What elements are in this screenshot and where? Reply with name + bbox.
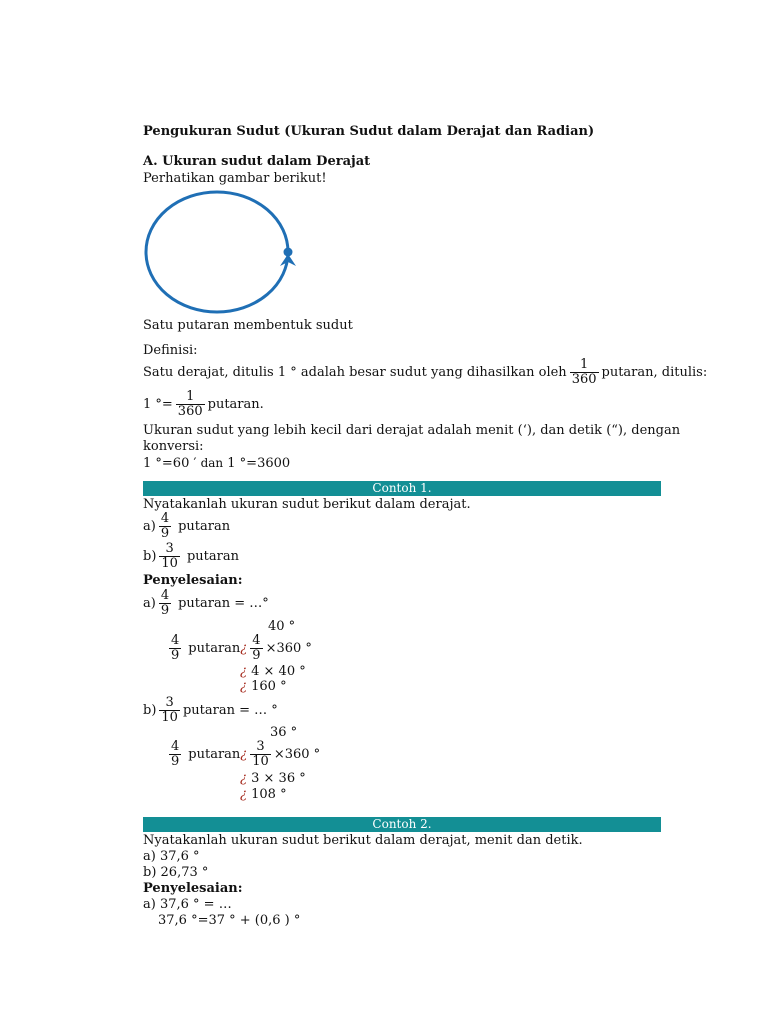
solution-a-step2: [240, 664, 306, 679]
equals-symbol: ¿: [240, 746, 248, 762]
fraction-numerator: 3: [256, 739, 265, 754]
page-title: Pengukuran Sudut (Ukuran Sudut dalam Derajat dan Radian): [143, 124, 595, 139]
item-text: putaran = …°: [178, 595, 269, 611]
formula-prefix: 1 °=: [143, 396, 173, 412]
fraction-numerator: 4: [171, 633, 180, 648]
definition-label: Definisi:: [143, 343, 198, 358]
item-fraction: [159, 589, 171, 617]
fraction-denominator: 360: [177, 403, 203, 419]
contoh-2-solution-a-step: 37,6 °=37 ° + (0,6 ) °: [158, 913, 301, 928]
contoh-2-item-b: b) 26,73 °: [143, 865, 209, 880]
step-text: 4 × 40 °: [251, 664, 306, 679]
definition-line: [143, 358, 707, 386]
item-label: a): [143, 595, 156, 611]
contoh-2-prompt: Nyatakanlah ukuran sudut berikut dalam derajat, menit dan detik.: [143, 833, 583, 848]
fraction-numerator: 4: [171, 739, 180, 754]
step-tail: ×360 °: [265, 640, 312, 656]
contoh-1-banner: Contoh 1.: [143, 481, 661, 496]
item-fraction: [159, 542, 180, 570]
contoh-1-prompt: Nyatakanlah ukuran sudut berikut dalam derajat.: [143, 497, 471, 512]
contoh-1-item-a: [143, 512, 230, 540]
step-fraction: [169, 740, 181, 768]
step-text: 160 °: [251, 679, 287, 694]
contoh-2-banner: Contoh 2.: [143, 817, 661, 832]
conversion-line: [143, 456, 290, 471]
fraction-numerator: 3: [165, 541, 174, 556]
item-label: a): [143, 518, 156, 534]
fraction-numerator: 4: [252, 633, 261, 648]
conversion-1: 1 °=60 ′: [143, 456, 197, 471]
item-text: putaran: [178, 518, 231, 534]
conversion-2: 1 °=3600: [227, 456, 291, 471]
solution-a-header: [143, 589, 269, 617]
definition-text-1: Satu derajat, ditulis 1 ° adalah besar sudut yang dihasilkan oleh: [143, 364, 567, 380]
fraction-denominator: 9: [171, 647, 180, 663]
fraction-denominator: 10: [252, 753, 269, 769]
equals-symbol: ¿: [240, 771, 247, 786]
contoh-2-solution-label: Penyelesaian:: [143, 881, 243, 896]
smaller-units-line2: konversi:: [143, 439, 204, 454]
solution-b-header: [143, 696, 278, 724]
solution-a-step3: [240, 679, 287, 694]
rotation-circle-figure: [140, 190, 310, 326]
item-fraction: [159, 696, 180, 724]
fraction-denominator: 9: [171, 753, 180, 769]
step-fraction: [169, 634, 181, 662]
contoh-2-solution-a: a) 37,6 ° = …: [143, 897, 232, 912]
solution-b-step1: [166, 740, 320, 768]
solution-b-step3: [240, 787, 287, 802]
step-text: 3 × 36 °: [251, 771, 306, 786]
smaller-units-line1: Ukuran sudut yang lebih kecil dari derajat adalah menit (‘), dan detik (“), dengan: [143, 423, 681, 438]
solution-a-top-value: 40 °: [268, 619, 296, 634]
fraction-numerator: 1: [579, 357, 589, 372]
rotation-caption: Satu putaran membentuk sudut: [143, 318, 353, 333]
fraction-denominator: 9: [252, 647, 261, 663]
fraction-denominator: 10: [161, 555, 178, 571]
step-tail: ×360 °: [273, 746, 321, 762]
contoh-1-item-b: [143, 542, 239, 570]
step-text: putaran: [188, 746, 241, 762]
contoh-2-item-a: a) 37,6 °: [143, 849, 200, 864]
item-text: putaran: [186, 548, 239, 564]
step-fraction-2: [250, 634, 262, 662]
equals-symbol: ¿: [240, 787, 247, 802]
step-fraction-2: [250, 740, 271, 768]
fraction-denominator: 9: [160, 602, 170, 618]
item-label: b): [143, 702, 157, 718]
circle-path: [146, 192, 288, 312]
step-text: 108 °: [251, 787, 287, 802]
formula-suffix: putaran.: [207, 396, 264, 412]
fraction-denominator: 360: [571, 371, 597, 387]
fraction-numerator: 4: [160, 511, 170, 526]
fraction-denominator: 10: [161, 709, 178, 725]
item-fraction: [159, 512, 171, 540]
solution-b-top-value: 36 °: [270, 725, 298, 740]
item-label: b): [143, 548, 157, 564]
section-heading: A. Ukuran sudut dalam Derajat: [143, 154, 371, 169]
equals-symbol: ¿: [240, 679, 247, 694]
formula-line: [143, 390, 264, 418]
solution-a-step1: [166, 634, 312, 662]
solution-b-step2: [240, 771, 306, 786]
conversion-and: dan: [200, 456, 224, 470]
equals-symbol: ¿: [240, 640, 248, 656]
intro-text: Perhatikan gambar berikut!: [143, 171, 327, 186]
equals-symbol: ¿: [240, 664, 247, 679]
definition-fraction: [570, 358, 599, 386]
fraction-numerator: 4: [160, 588, 170, 603]
contoh-1-solution-label: Penyelesaian:: [143, 573, 243, 588]
fraction-numerator: 3: [165, 695, 174, 710]
fraction-denominator: 9: [160, 525, 170, 541]
formula-fraction: [176, 390, 205, 418]
fraction-numerator: 1: [186, 389, 195, 404]
definition-text-2: putaran, ditulis:: [601, 364, 708, 380]
item-text: putaran = … °: [182, 702, 278, 718]
step-text: putaran: [188, 640, 241, 656]
